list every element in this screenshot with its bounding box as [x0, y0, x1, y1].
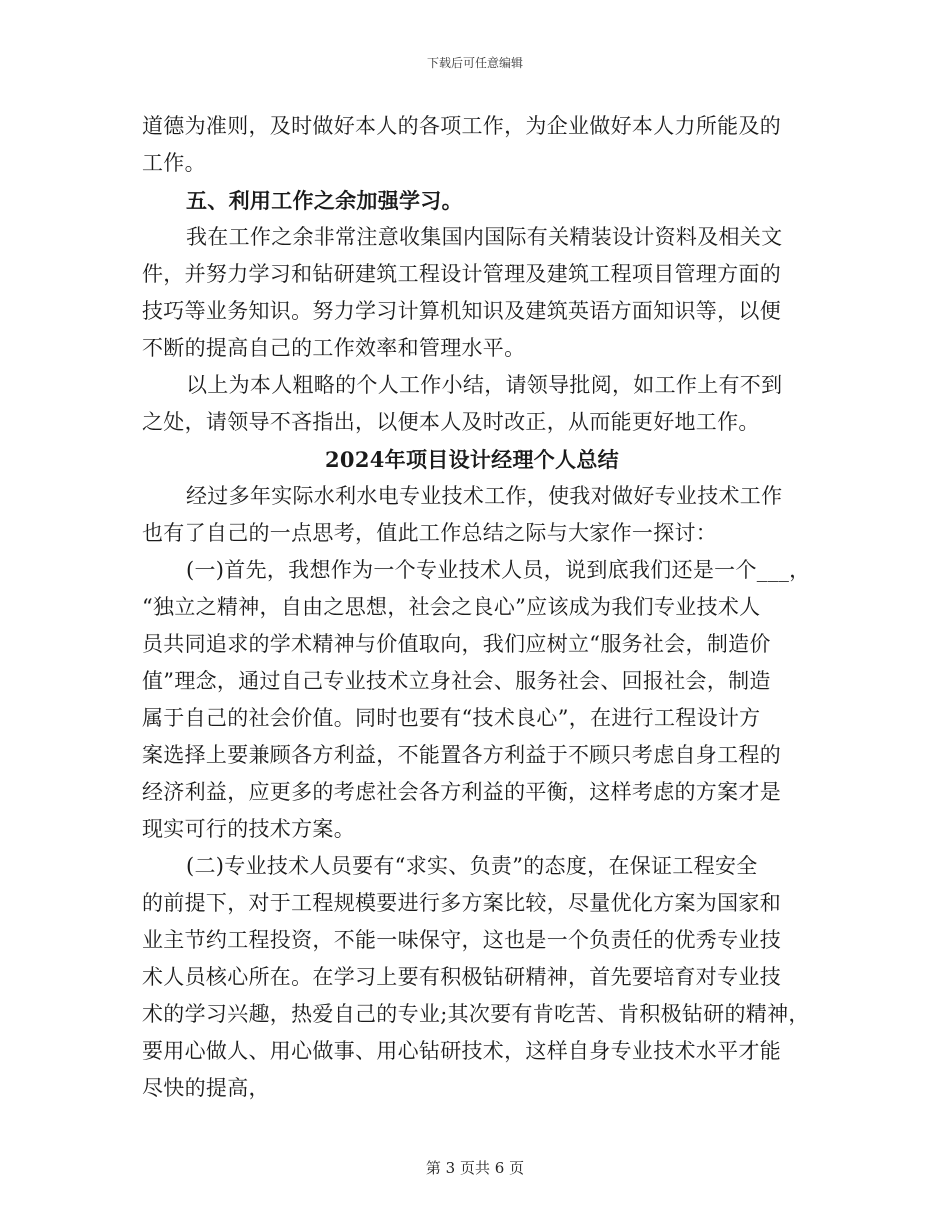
paragraph-line: 术的学习兴趣，热爱自己的专业;其次要有肯吃苦、肯积极钻研的精神， [142, 1002, 810, 1026]
section-heading: 五、利用工作之余加强学习。 [186, 188, 463, 213]
paragraph-line: 值”理念，通过自己专业技术立身社会、服务社会、回报社会，制造 [142, 669, 771, 693]
paragraph-line: 以上为本人粗略的个人工作小结，请领导批阅，如工作上有不到 [186, 373, 783, 397]
paragraph-line: 员共同追求的学术精神与价值取向，我们应树立“服务社会，制造价 [142, 632, 771, 656]
page-header: 下载后可任意编辑 [426, 56, 523, 70]
paragraph-line: 属于自己的社会价值。同时也要有“技术良心”，在进行工程设计方 [142, 706, 761, 730]
paragraph-line: 之处，请领导不吝指出，以便本人及时改正，从而能更好地工作。 [142, 410, 760, 434]
paragraph-line: 道德为准则，及时做好本人的各项工作，为企业做好本人力所能及的 [142, 114, 781, 138]
paragraph-line: (一)首先，我想作为一个专业技术人员，说到底我们还是一个___， [186, 558, 811, 582]
paragraph-line: 技巧等业务知识。努力学习计算机知识及建筑英语方面知识等，以便 [142, 299, 781, 323]
document-title: 2024年项目设计经理个人总结 [325, 447, 619, 472]
paragraph-line: 术人员核心所在。在学习上要有积极钻研精神，首先要培育对专业技 [142, 965, 781, 989]
paragraph-line: 也有了自己的一点思考，值此工作总结之际与大家作一探讨： [142, 521, 718, 545]
paragraph-line: 要用心做人、用心做事、用心钻研技术，这样自身专业技术水平才能 [142, 1039, 781, 1063]
document-body [142, 108, 811, 1107]
paragraph-line: 业主节约工程投资，不能一味保守，这也是一个负责任的优秀专业技 [142, 928, 781, 952]
paragraph-line: 工作。 [142, 151, 206, 175]
paragraph-line: 件，并努力学习和钻研建筑工程设计管理及建筑工程项目管理方面的 [142, 262, 781, 286]
paragraph-line: “独立之精神，自由之思想，社会之良心”应该成为我们专业技术人 [142, 595, 761, 619]
paragraph-line: 我在工作之余非常注意收集国内国际有关精装设计资料及相关文 [186, 225, 783, 249]
paragraph-line: 不断的提高自己的工作效率和管理水平。 [142, 336, 526, 360]
paragraph-line: 的前提下，对于工程规模要进行多方案比较，尽量优化方案为国家和 [142, 891, 781, 915]
paragraph-line: (二)专业技术人员要有“求实、负责”的态度，在保证工程安全 [186, 854, 758, 878]
paragraph-line: 案选择上要兼顾各方利益，不能置各方利益于不顾只考虑自身工程的 [142, 743, 781, 767]
paragraph-line: 经过多年实际水利水电专业技术工作，使我对做好专业技术工作 [186, 484, 783, 508]
page-footer: 第 3 页共 6 页 [425, 1159, 525, 1177]
paragraph-line: 现实可行的技术方案。 [142, 817, 355, 841]
paragraph-line: 尽快的提高， [142, 1076, 270, 1100]
paragraph-line: 经济利益，应更多的考虑社会各方利益的平衡，这样考虑的方案才是 [142, 780, 781, 804]
